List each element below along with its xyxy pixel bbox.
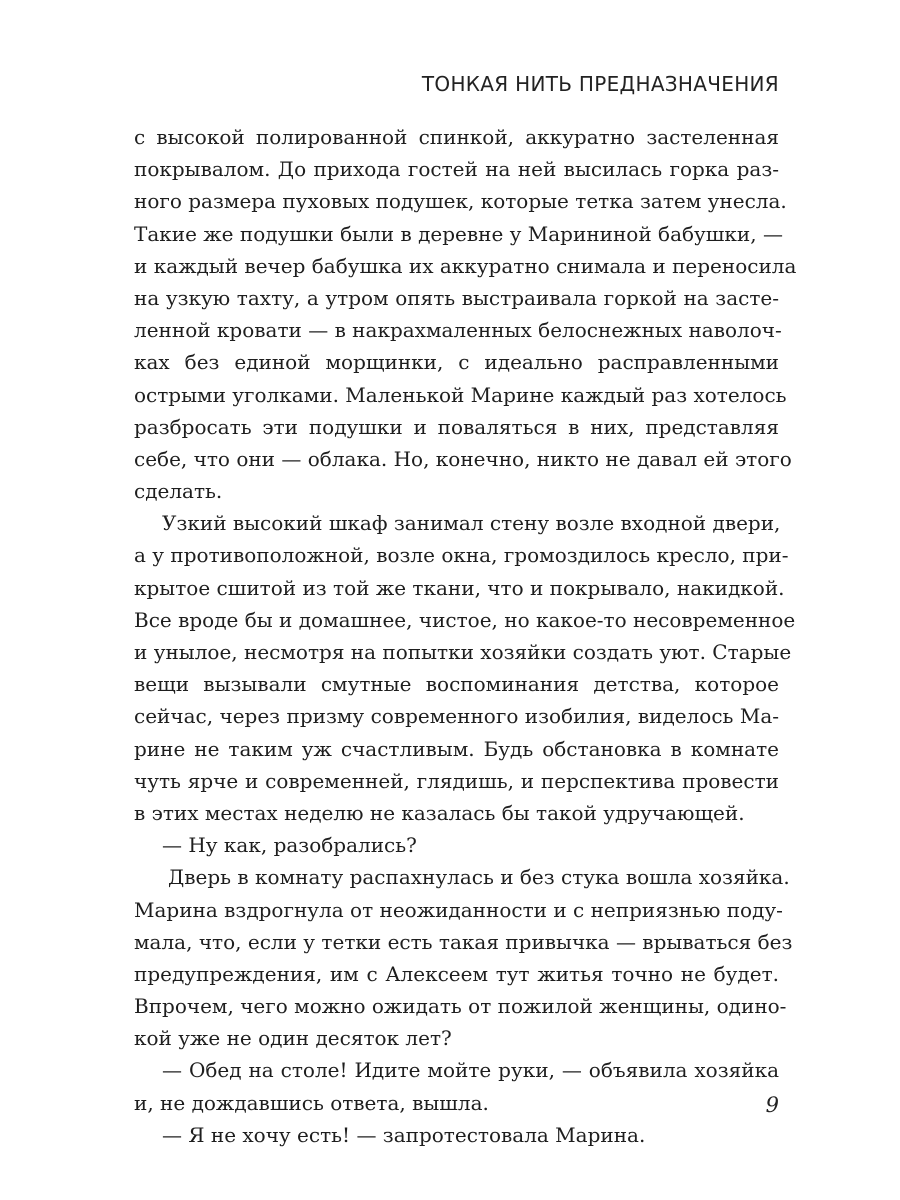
text-line: Дверь в комнату распахнулась и без стука вошла хозяйка.	[168, 865, 790, 890]
text-line: и, не дождавшись ответа, вышла.	[134, 1090, 489, 1115]
text-line: и каждый вечер бабушка их аккуратно снимала и переносила	[134, 253, 797, 278]
text-line: покрывалом. До прихода гостей на ней высилась горка раз-	[134, 157, 779, 182]
text-line: предупреждения, им с Алексеем тут житья точно не будет.	[134, 961, 779, 986]
text-line: Все вроде бы и домашнее, чистое, но какое-то несовременное	[134, 607, 796, 632]
text-line: ках без единой морщинки, с идеально расправленными	[134, 350, 779, 375]
text-line: — Обед на столе! Идите мойте руки, — объявила хозяйка	[162, 1058, 779, 1083]
text-line: мала, что, если у тетки есть такая привычка — врываться без	[134, 929, 793, 954]
text-line: сейчас, через призму современного изобилия, виделось Ма-	[134, 704, 779, 729]
text-line: себе, что они — облака. Но, конечно, никто не давал ей этого	[134, 446, 792, 471]
text-line: — Ну как, разобрались?	[162, 833, 417, 858]
text-line: Узкий высокий шкаф занимал стену возле входной двери,	[162, 511, 781, 536]
text-line: рине не таким уж счастливым. Будь обстановка в комнате	[134, 736, 779, 761]
text-line: на узкую тахту, а утром опять выстраивала горкой на засте-	[134, 285, 779, 310]
text-line: а у противоположной, возле окна, громоздилось кресло, при-	[134, 543, 789, 568]
text-line: разбросать эти подушки и поваляться в них, представляя	[134, 414, 779, 439]
page-number: 9	[765, 1093, 779, 1117]
body-text	[134, 121, 797, 1151]
text-line: с высокой полированной спинкой, аккуратно застеленная	[134, 125, 779, 149]
running-header: ТОНКАЯ НИТЬ ПРЕДНАЗНАЧЕНИЯ	[421, 72, 779, 96]
text-line: и унылое, несмотря на попытки хозяйки создать уют. Старые	[134, 640, 792, 664]
text-line: вещи вызывали смутные воспоминания детства, которое	[134, 672, 779, 697]
text-line: — Я не хочу есть! — запротестовала Марина.	[162, 1122, 646, 1147]
text-line: Такие же подушки были в деревне у Марининой бабушки, —	[134, 221, 783, 246]
text-line: ленной кровати — в накрахмаленных белоснежных наволоч-	[134, 318, 782, 343]
text-line: острыми уголками. Маленькой Марине каждый раз хотелось	[134, 382, 787, 407]
text-line: Впрочем, чего можно ожидать от пожилой женщины, одино-	[134, 994, 787, 1019]
text-line: ного размера пуховых подушек, которые тетка затем унесла.	[134, 189, 787, 214]
text-line: в этих местах неделю не казалась бы такой удручающей.	[134, 800, 745, 825]
text-line: сделать.	[134, 479, 223, 504]
text-line: чуть ярче и современней, глядишь, и перспектива провести	[134, 768, 779, 793]
text-line: крытое сшитой из той же ткани, что и покрывало, накидкой.	[134, 575, 785, 600]
text-line: кой уже не один десяток лет?	[134, 1026, 452, 1051]
text-line: Марина вздрогнула от неожиданности и с неприязнью поду-	[134, 897, 783, 922]
